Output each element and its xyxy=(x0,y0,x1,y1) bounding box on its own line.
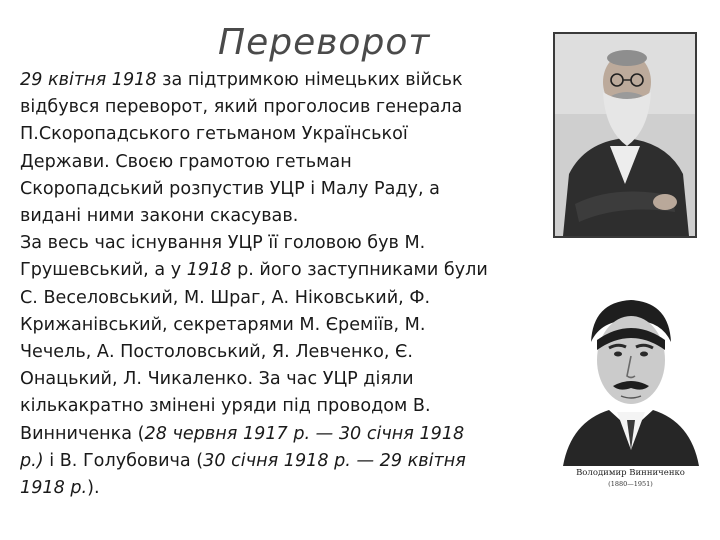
text-span: р. його заступниками були xyxy=(231,260,488,281)
date-span: 29 квітня 1918 xyxy=(20,70,157,90)
date-span: 1918 р. xyxy=(20,478,88,499)
text-span: ). xyxy=(87,478,100,499)
text-span: Грушевський, а у xyxy=(20,260,187,281)
text-line xyxy=(20,421,540,448)
portrait-caption-years: (1880—1951) xyxy=(608,480,653,488)
text-span: Винниченка ( xyxy=(20,423,145,444)
text-line: Онацький, Л. Чикаленко. За час УЦР діяли xyxy=(20,369,414,390)
text-line: Скоропадський розпустив УЦР і Малу Раду, а xyxy=(20,178,440,199)
portrait-photo-top xyxy=(553,32,697,238)
text-line xyxy=(20,475,540,502)
body-paragraph xyxy=(20,67,540,502)
text-line: С. Веселовський, М. Шраг, А. Ніковський, Ф. xyxy=(20,287,431,308)
text-line: П.Скоропадського гетьманом Української xyxy=(20,124,408,145)
date-span: 30 січня 1918 р. — 29 квітня xyxy=(203,450,466,471)
text-line xyxy=(20,67,540,94)
text-line xyxy=(20,257,540,284)
date-span: р.) xyxy=(20,450,44,471)
text-line: кількакратно змінені уряди під проводом В. xyxy=(20,396,431,417)
text-line: відбувся переворот, який проголосив генерала xyxy=(20,97,463,118)
text-line: видані ними закони скасував. xyxy=(20,206,299,227)
portrait-drawing-bottom xyxy=(557,290,704,500)
portrait-drawing-icon xyxy=(557,290,704,466)
date-span: 1918 xyxy=(186,260,232,281)
text-line: Чечель, А. Постоловський, Я. Левченко, Є. xyxy=(20,342,413,363)
text-line: За весь час існування УЦР її головою був М. xyxy=(20,233,426,254)
text-span: і В. Голубовича ( xyxy=(43,450,204,471)
text-span: за підтримкою німецьких військ xyxy=(156,70,463,90)
text-line xyxy=(20,448,540,475)
slide-title: Переворот xyxy=(218,22,431,63)
portrait-photo-icon xyxy=(555,34,695,236)
text-line: Держави. Своєю грамотою гетьман xyxy=(20,151,352,172)
portrait-caption-name: Володимир Винниченко xyxy=(576,468,685,478)
text-line: Крижанівський, секретарями М. Єреміїв, М. xyxy=(20,314,426,335)
date-span: 28 червня 1917 р. — 30 січня 1918 xyxy=(144,423,465,444)
